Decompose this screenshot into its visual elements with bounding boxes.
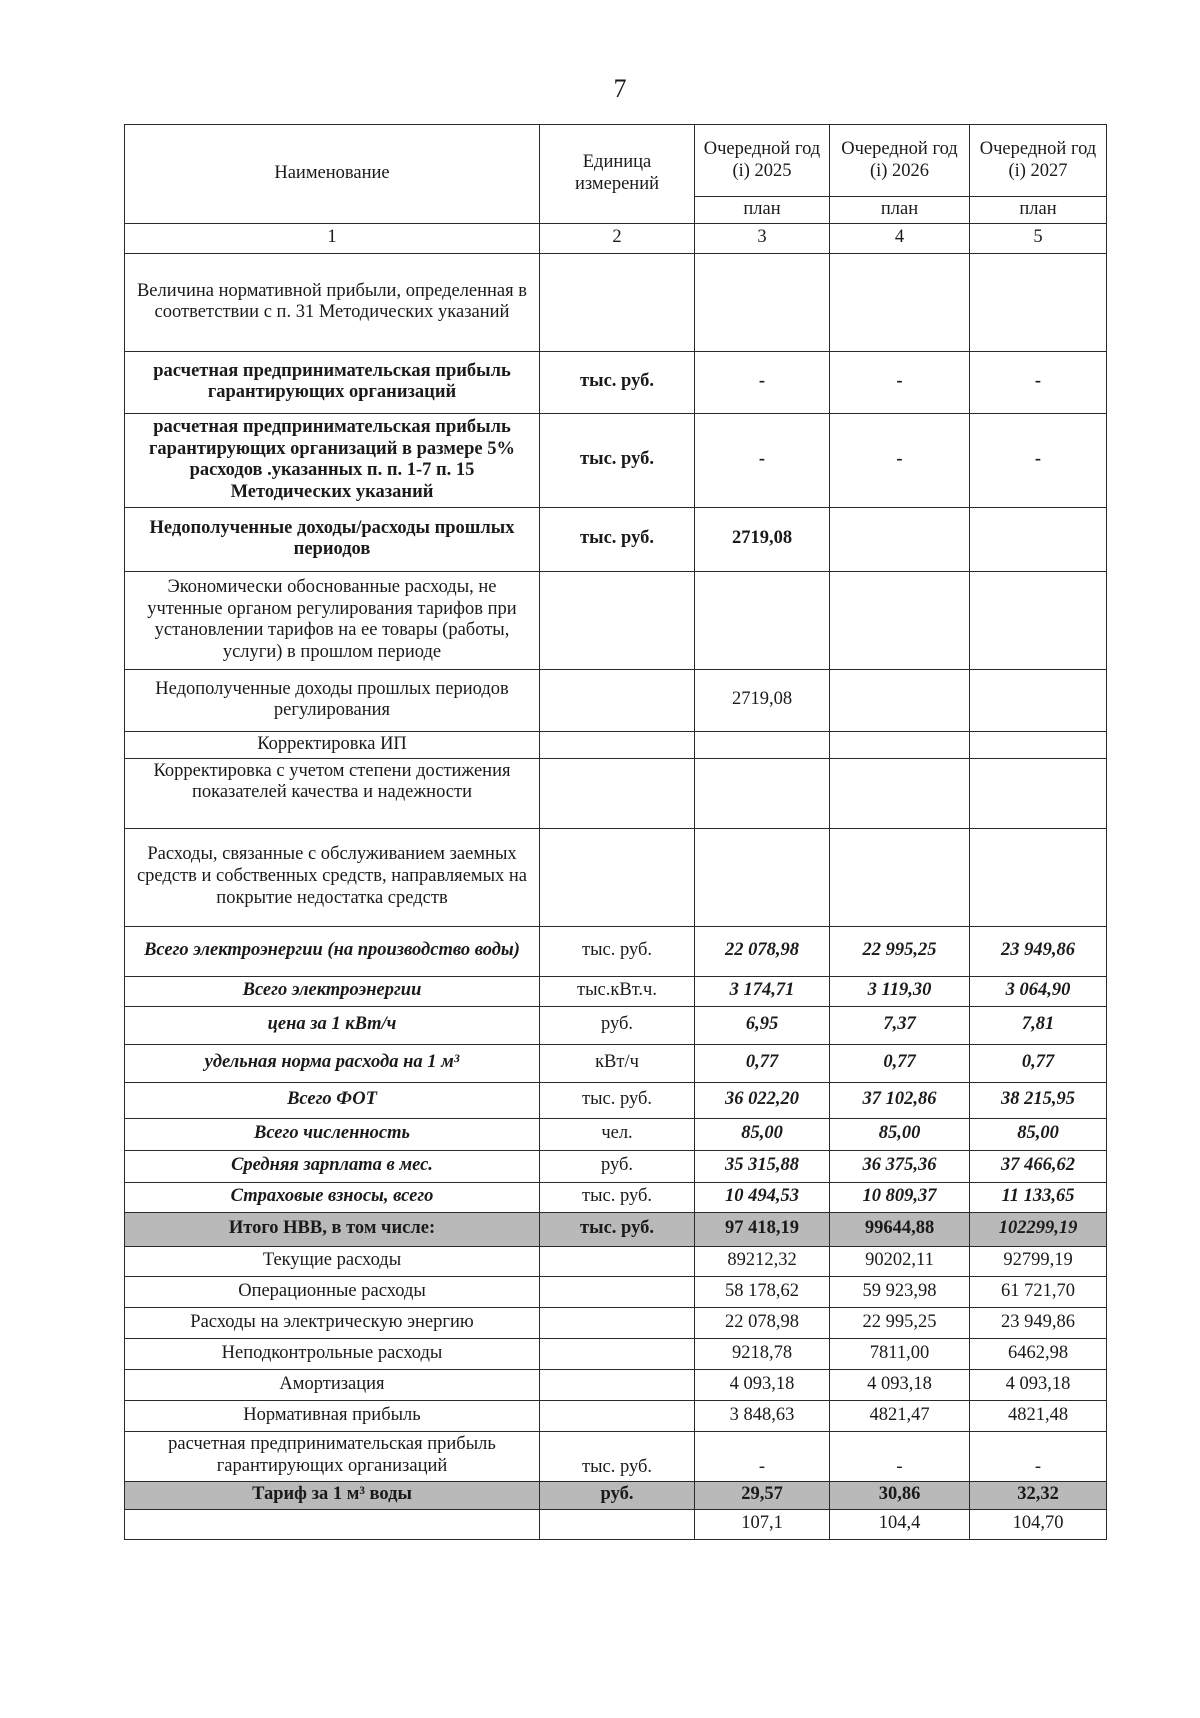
row-value: 4 093,18 [970,1369,1107,1400]
table-row [125,758,1107,828]
row-value: 104,70 [970,1509,1107,1539]
row-unit: руб. [540,1150,695,1182]
row-value: 92799,19 [970,1246,1107,1276]
row-name: Всего ФОТ [125,1082,540,1118]
table-row [125,1150,1107,1182]
table-row [125,669,1107,731]
row-value [830,731,970,758]
row-value: 36 375,36 [830,1150,970,1182]
row-value: 85,00 [970,1118,1107,1150]
row-value: 97 418,19 [695,1212,830,1246]
row-unit [540,669,695,731]
row-name: Тариф за 1 м³ воды [125,1481,540,1509]
row-value: - [695,1431,830,1481]
row-unit: руб. [540,1006,695,1044]
header-year-2025: Очередной год (i) 2025 [695,125,830,197]
row-name: Всего электроэнергии [125,976,540,1006]
row-value: 7,81 [970,1006,1107,1044]
table-row [125,253,1107,351]
table-row [125,1369,1107,1400]
row-value [830,253,970,351]
row-value: 29,57 [695,1481,830,1509]
row-name: Экономически обоснованные расходы, не учтенные органом регулирования тарифов при установлении тарифов на ее товары (работы, услуги) в прошлом периоде [125,571,540,669]
row-name: удельная норма расхода на 1 м³ [125,1044,540,1082]
row-unit: тыс. руб. [540,1431,695,1481]
row-name: Текущие расходы [125,1246,540,1276]
row-value: 0,77 [830,1044,970,1082]
row-unit [540,1276,695,1307]
row-value: 2719,08 [695,507,830,571]
row-value: 37 466,62 [970,1150,1107,1182]
row-value [970,253,1107,351]
row-name: Средняя зарплата в мес. [125,1150,540,1182]
row-value: 7,37 [830,1006,970,1044]
row-value: 58 178,62 [695,1276,830,1307]
row-value: - [830,351,970,413]
row-unit [540,253,695,351]
row-value: 104,4 [830,1509,970,1539]
col-number: 2 [540,223,695,253]
table-row [125,1118,1107,1150]
row-value: 3 064,90 [970,976,1107,1006]
row-unit: кВт/ч [540,1044,695,1082]
row-name: расчетная предпринимательская прибыль гарантирующих организаций [125,1431,540,1481]
table-row [125,976,1107,1006]
row-value: 102299,19 [970,1212,1107,1246]
row-value: 6,95 [695,1006,830,1044]
row-value: 22 078,98 [695,926,830,976]
row-value: 89212,32 [695,1246,830,1276]
row-unit [540,1307,695,1338]
row-value: - [970,1431,1107,1481]
row-value: 23 949,86 [970,1307,1107,1338]
row-value [970,669,1107,731]
row-value: - [830,413,970,507]
row-name: Корректировка с учетом степени достижения показателей качества и надежности [125,758,540,828]
row-value: - [970,413,1107,507]
table-row [125,1431,1107,1481]
page-number: 7 [613,74,627,103]
row-value: - [695,351,830,413]
header-plan: план [695,197,830,224]
row-value [970,758,1107,828]
row-value [830,507,970,571]
row-value: 4 093,18 [830,1369,970,1400]
row-value [695,731,830,758]
row-value: 90202,11 [830,1246,970,1276]
col-number: 5 [970,223,1107,253]
table-row [125,1182,1107,1212]
row-unit [540,828,695,926]
row-name: Страховые взносы, всего [125,1182,540,1212]
row-name: Недополученные доходы/расходы прошлых периодов [125,507,540,571]
row-unit [540,1400,695,1431]
row-name: Итого НВВ, в том числе: [125,1212,540,1246]
row-name [125,1509,540,1539]
row-value [970,571,1107,669]
row-name: Корректировка ИП [125,731,540,758]
row-name: цена за 1 кВт/ч [125,1006,540,1044]
row-name: Амортизация [125,1369,540,1400]
row-unit [540,1369,695,1400]
row-value [970,828,1107,926]
row-unit: тыс. руб. [540,1212,695,1246]
row-value [695,571,830,669]
row-unit [540,758,695,828]
header-plan: план [970,197,1107,224]
row-value: 37 102,86 [830,1082,970,1118]
row-value: 3 848,63 [695,1400,830,1431]
row-name: Всего электроэнергии (на производство воды) [125,926,540,976]
row-value: 11 133,65 [970,1182,1107,1212]
row-value [970,731,1107,758]
row-value [695,828,830,926]
row-value: 61 721,70 [970,1276,1107,1307]
row-unit [540,571,695,669]
row-unit [540,731,695,758]
header-plan: план [830,197,970,224]
row-value: 107,1 [695,1509,830,1539]
row-value: 0,77 [695,1044,830,1082]
row-value [830,571,970,669]
header-year-2027: Очередной год (i) 2027 [970,125,1107,197]
row-value: 4821,47 [830,1400,970,1431]
row-value: 22 995,25 [830,926,970,976]
row-value: - [830,1431,970,1481]
row-value: 99644,88 [830,1212,970,1246]
table-row [125,413,1107,507]
row-value: 0,77 [970,1044,1107,1082]
table-row-tariff [125,1481,1107,1509]
row-value: 38 215,95 [970,1082,1107,1118]
row-unit: тыс. руб. [540,1082,695,1118]
table-row [125,1307,1107,1338]
row-unit: тыс. руб. [540,1182,695,1212]
table-row [125,507,1107,571]
table-row [125,1400,1107,1431]
row-name: Расходы, связанные с обслуживанием заемных средств и собственных средств, направляемых на покрытие недостатка средств [125,828,540,926]
row-value: 10 809,37 [830,1182,970,1212]
row-value [695,253,830,351]
col-number: 3 [695,223,830,253]
row-value: 2719,08 [695,669,830,731]
row-value: 22 995,25 [830,1307,970,1338]
row-value: 36 022,20 [695,1082,830,1118]
row-unit: тыс. руб. [540,507,695,571]
table-row [125,351,1107,413]
table-row [125,926,1107,976]
row-value: 22 078,98 [695,1307,830,1338]
row-value [970,507,1107,571]
row-name: Недополученные доходы прошлых периодов регулирования [125,669,540,731]
row-unit: тыс. руб. [540,413,695,507]
tariff-table [124,124,1107,1540]
row-value: 85,00 [830,1118,970,1150]
row-value: 59 923,98 [830,1276,970,1307]
table-row [125,1509,1107,1539]
row-name: Расходы на электрическую энергию [125,1307,540,1338]
row-value: 85,00 [695,1118,830,1150]
row-unit: тыс. руб. [540,351,695,413]
row-name: Операционные расходы [125,1276,540,1307]
row-unit [540,1338,695,1369]
row-value: 30,86 [830,1481,970,1509]
table-row [125,571,1107,669]
row-value [695,758,830,828]
table-row [125,1246,1107,1276]
row-value: 9218,78 [695,1338,830,1369]
row-name: Всего численность [125,1118,540,1150]
table-row [125,1044,1107,1082]
row-value [830,758,970,828]
row-unit [540,1246,695,1276]
row-unit [540,1509,695,1539]
col-number: 4 [830,223,970,253]
table-row [125,1276,1107,1307]
table-row [125,1006,1107,1044]
row-unit: тыс. руб. [540,926,695,976]
row-value [830,669,970,731]
row-value: 3 174,71 [695,976,830,1006]
row-value: - [695,413,830,507]
row-value [830,828,970,926]
row-value: 10 494,53 [695,1182,830,1212]
row-value: 32,32 [970,1481,1107,1509]
table-row-total [125,1212,1107,1246]
header-unit: Единица измерений [540,125,695,224]
row-value: - [970,351,1107,413]
row-unit: тыс.кВт.ч. [540,976,695,1006]
row-value: 6462,98 [970,1338,1107,1369]
header-year-2026: Очередной год (i) 2026 [830,125,970,197]
table-row [125,1082,1107,1118]
row-value: 35 315,88 [695,1150,830,1182]
row-unit: руб. [540,1481,695,1509]
table-row [125,828,1107,926]
header-name: Наименование [125,125,540,224]
row-value: 23 949,86 [970,926,1107,976]
row-value: 4 093,18 [695,1369,830,1400]
row-name: Нормативная прибыль [125,1400,540,1431]
row-name: расчетная предпринимательская прибыль гарантирующих организаций [125,351,540,413]
table-row [125,1338,1107,1369]
row-name: расчетная предпринимательская прибыль гарантирующих организаций в размере 5% расходов .указанных п. п. 1-7 п. 15 Методических указаний [125,413,540,507]
row-value: 3 119,30 [830,976,970,1006]
row-value: 7811,00 [830,1338,970,1369]
row-name: Неподконтрольные расходы [125,1338,540,1369]
row-value: 4821,48 [970,1400,1107,1431]
row-unit: чел. [540,1118,695,1150]
table-row [125,731,1107,758]
row-name: Величина нормативной прибыли, определенная в соответствии с п. 31 Методических указаний [125,253,540,351]
col-number: 1 [125,223,540,253]
